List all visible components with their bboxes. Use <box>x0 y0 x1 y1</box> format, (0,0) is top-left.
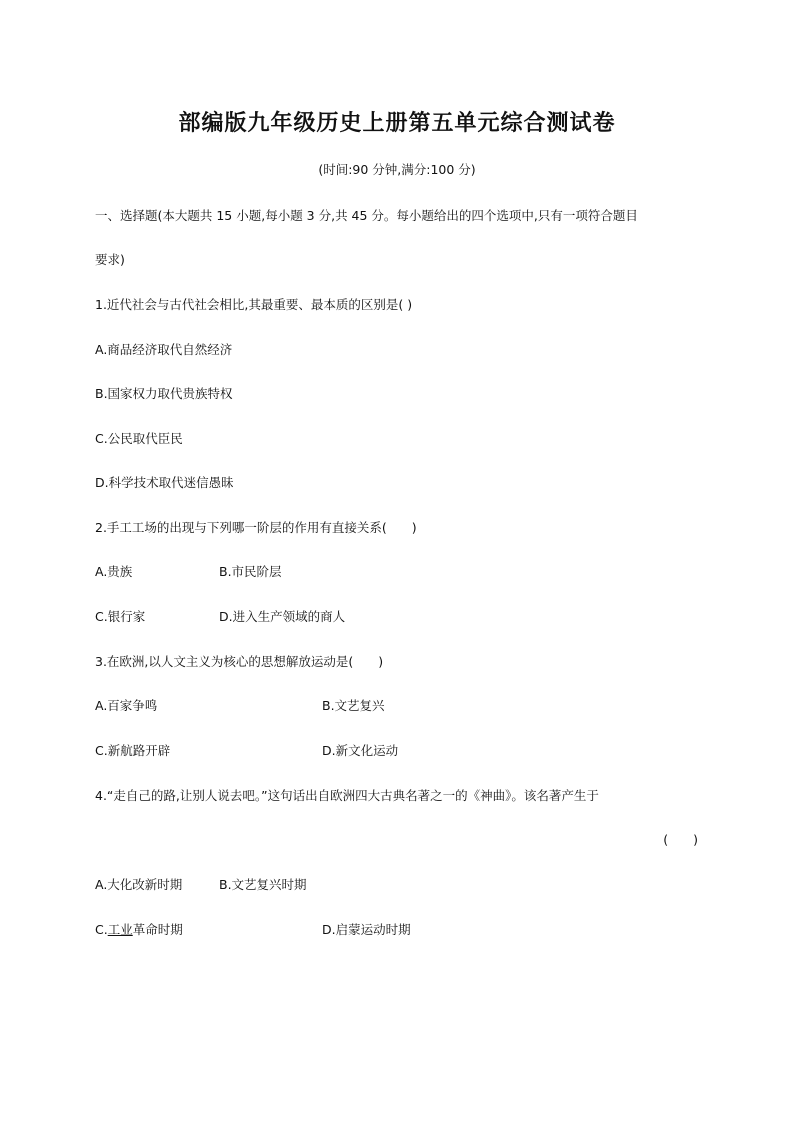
section-heading-line2: 要求) <box>95 252 125 267</box>
question-4-options-row1 <box>95 875 307 893</box>
question-4-stem: 4.“走自己的路,让别人说去吧。”这句话出自欧洲四大古典名著之一的《神曲》。该名著产生于 <box>95 788 599 803</box>
question-3-option-b: B.文艺复兴 <box>322 698 385 713</box>
question-1-option-b: B.国家权力取代贵族特权 <box>95 386 233 401</box>
question-4-option-b: B.文艺复兴时期 <box>219 877 307 892</box>
question-4-option-c <box>95 922 183 937</box>
question-2-option-d: D.进入生产领域的商人 <box>219 609 346 624</box>
question-2-option-a: A.贵族 <box>95 564 133 579</box>
section-heading-line1: 一、选择题(本大题共 15 小题,每小题 3 分,共 45 分。每小题给出的四个选项中,只有一项符合题目 <box>95 208 638 223</box>
question-4-option-a: A.大化改新时期 <box>95 877 183 892</box>
exam-time-score: (时间:90 分钟,满分:100 分) <box>318 162 476 177</box>
question-4-option-d: D.启蒙运动时期 <box>322 922 411 937</box>
question-1-option-d: D.科学技术取代迷信愚昧 <box>95 475 234 490</box>
page-title: 部编版九年级历史上册第五单元综合测试卷 <box>178 110 616 136</box>
question-1-option-a: A.商品经济取代自然经济 <box>95 342 233 357</box>
question-3-option-c: C.新航路开辟 <box>95 743 171 758</box>
question-3-stem: 3.在欧洲,以人文主义为核心的思想解放运动是( ) <box>95 654 384 669</box>
question-1-stem: 1.近代社会与古代社会相比,其最重要、最本质的区别是( ) <box>95 297 413 312</box>
question-2-options-row1 <box>95 562 282 580</box>
question-1-option-c: C.公民取代臣民 <box>95 431 183 446</box>
question-4-options-row2 <box>95 920 411 938</box>
question-2-stem: 2.手工工场的出现与下列哪一阶层的作用有直接关系( ) <box>95 520 417 535</box>
question-3-options-row1 <box>95 696 385 714</box>
question-4-answer-bracket: ( ) <box>663 832 698 847</box>
question-2-option-c: C.银行家 <box>95 609 146 624</box>
question-4-option-c-rest: 革命时期 <box>132 922 183 937</box>
question-3-option-a: A.百家争鸣 <box>95 698 158 713</box>
question-3-options-row2 <box>95 741 399 759</box>
question-4-option-c-underlined: 工业 <box>107 922 133 937</box>
question-3-option-d: D.新文化运动 <box>322 743 399 758</box>
question-4-option-c-letter: C. <box>95 922 108 937</box>
question-2-option-b: B.市民阶层 <box>219 564 282 579</box>
question-2-options-row2 <box>95 607 346 625</box>
